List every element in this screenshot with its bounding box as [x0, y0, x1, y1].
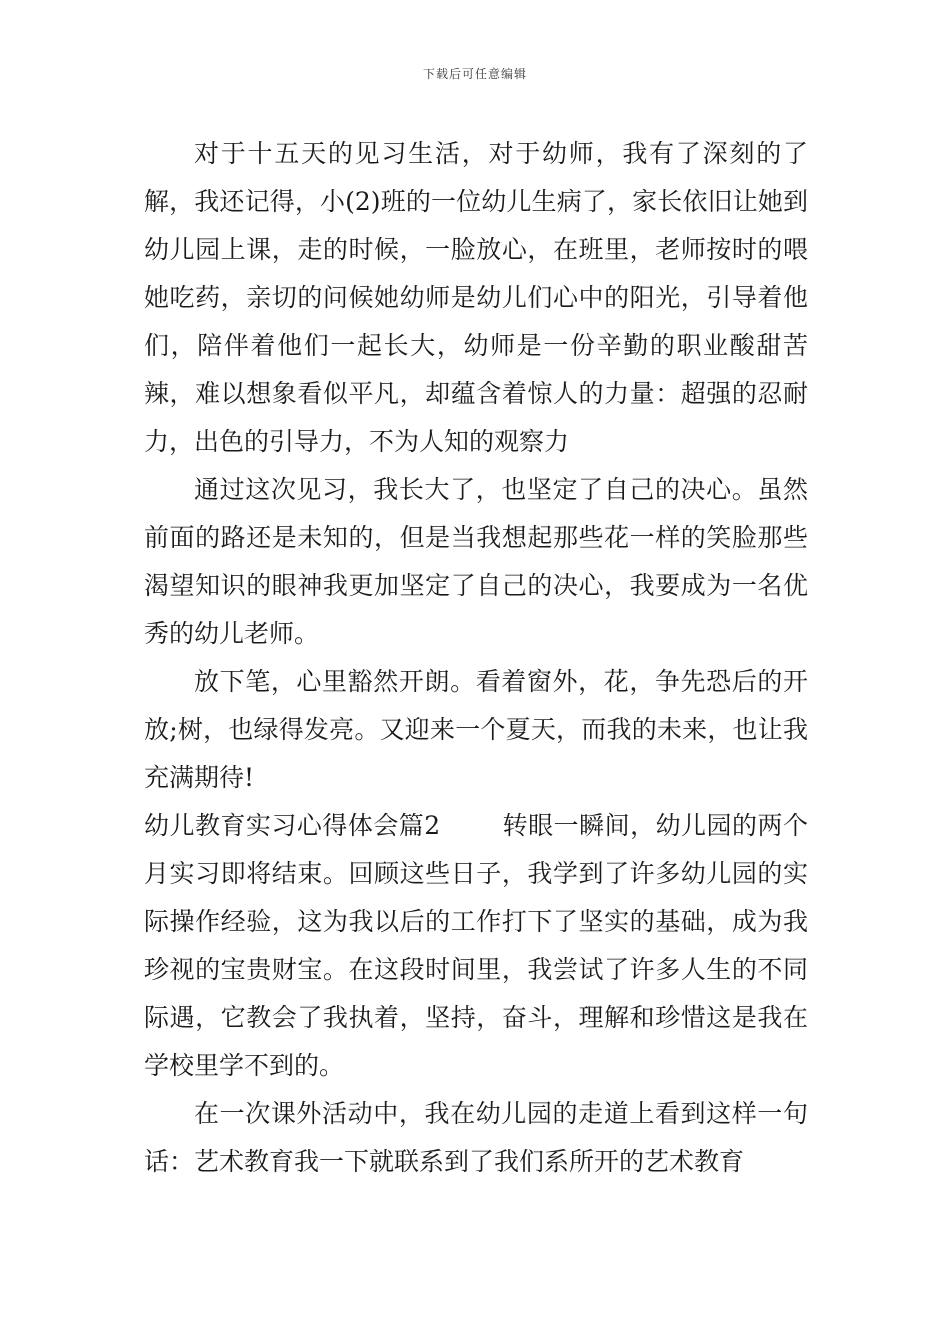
section-paragraph: [144, 802, 808, 1090]
paragraph: 对于十五天的见习生活，对于幼师，我有了深刻的了解，我还记得，小(2)班的一位幼儿生病了，家长依旧让她到幼儿园上课，走的时候，一脸放心，在班里，老师按时的喂她吃药，亲切的问候她幼师是幼儿们心中的阳光，引导着他们，陪伴着他们一起长大，幼师是一份辛勤的职业酸甜苦辣，难以想象看似平凡，却蕴含着惊人的力量：超强的忍耐力，出色的引导力，不为人知的观察力: [144, 139, 808, 456]
paragraph: 通过这次见习，我长大了，也坚定了自己的决心。虽然前面的路还是未知的，但是当我想起那些花一样的笑脸那些渴望知识的眼神我更加坚定了自己的决心，我要成为一名优秀的幼儿老师。: [144, 475, 808, 648]
paragraph: 放下笔，心里豁然开朗。看着窗外，花，争先恐后的开放;树，也绿得发亮。又迎来一个夏天，而我的未来，也让我充满期待!: [144, 667, 808, 792]
header-note: 下载后可任意编辑: [422, 67, 527, 81]
section-text: 转眼一瞬间，幼儿园的两个月实习即将结束。回顾这些日子，我学到了许多幼儿园的实际操作经验，这为我以后的工作打下了坚实的基础，成为我珍视的宝贵财宝。在这段时间里，我尝试了许多人生的不同际遇，它教会了我执着，坚持，奋斗，理解和珍惜这是我在学校里学不到的。: [144, 811, 808, 1080]
section-title: 幼儿教育实习心得体会篇2: [144, 811, 441, 840]
body-text: [144, 130, 808, 1186]
paragraph: 在一次课外活动中，我在幼儿园的走道上看到这样一句话：艺术教育我一下就联系到了我们系所开的艺术教育: [144, 1099, 808, 1176]
